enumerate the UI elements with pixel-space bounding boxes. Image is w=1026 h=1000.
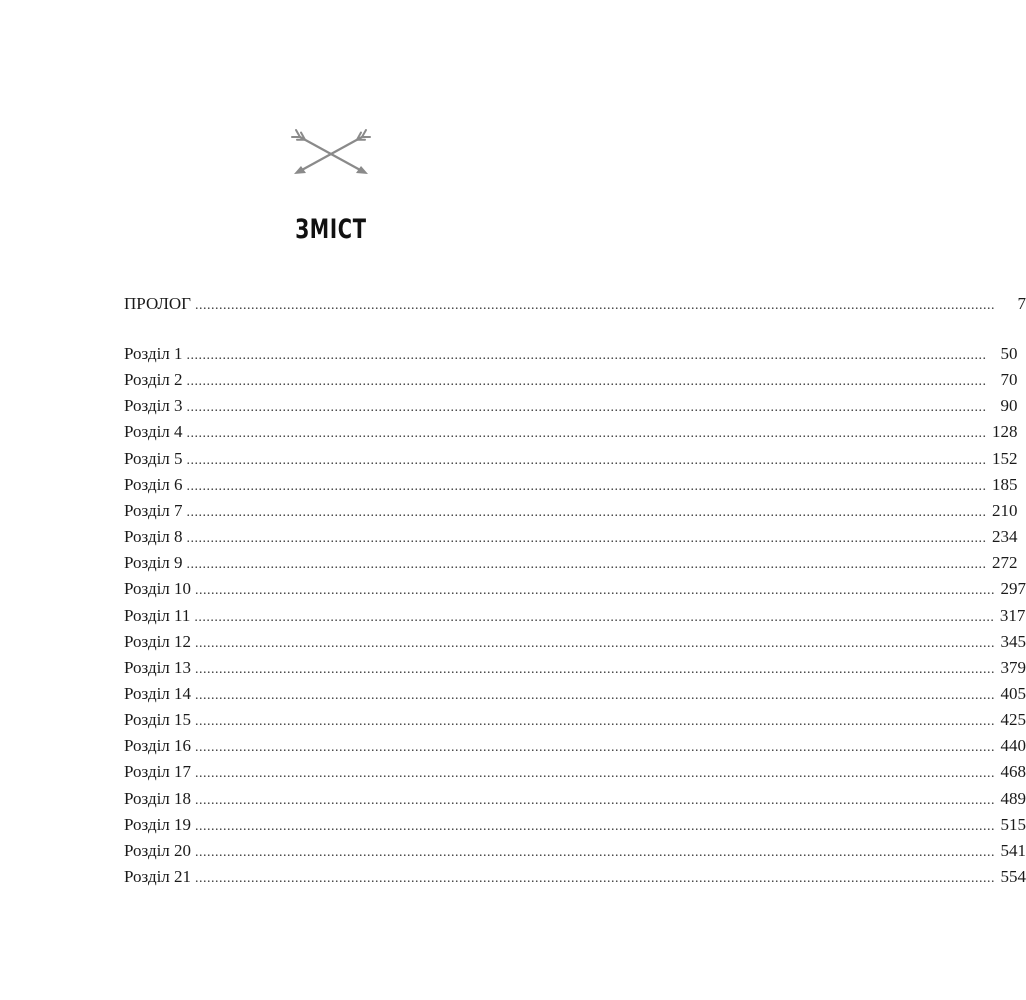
toc-entry-label: Розділ 7 [124,500,183,520]
toc-entry-chapter-9 [124,551,1018,575]
toc-entry-chapter-18 [124,787,1026,811]
toc-entry-label: Розділ 6 [124,474,183,494]
toc-entry-chapter-12 [124,630,1026,654]
page-title: ЗМІСТ [295,214,367,245]
toc-entry-page-number: 425 [1000,710,1026,730]
dot-leader: ........................................................................................................................................................................................................ [195,818,996,834]
toc-entry-label: Розділ 3 [124,396,183,416]
toc-entry-prologue [124,292,1026,316]
dot-leader: ........................................................................................................................................................................................................ [195,714,996,730]
toc-entry-page-number: 90 [1000,396,1018,416]
toc-entry-chapter-11 [124,604,1026,628]
dot-leader: ........................................................................................................................................................................................................ [186,452,987,468]
toc-entry-page-number: 489 [1000,788,1026,808]
dot-leader: ........................................................................................................................................................................................................ [186,557,987,573]
toc-entry-chapter-1 [124,342,1018,366]
toc-entry-chapter-3 [124,394,1018,418]
toc-entry-page-number: 128 [992,422,1018,442]
toc-entry-page-number: 152 [992,448,1018,468]
toc-entry-label: ПРОЛОГ [124,294,192,313]
dot-leader: ........................................................................................................................................................................................................ [186,426,987,442]
toc-entry-label: Розділ 8 [124,527,183,547]
toc-entry-chapter-15 [124,708,1026,732]
toc-entry-label: Розділ 18 [124,788,192,808]
toc-entry-label: Розділ 1 [124,344,183,363]
toc-entry-page-number: 210 [992,500,1018,520]
toc-entry-label: Розділ 5 [124,448,183,468]
toc-entry-page-number: 317 [999,605,1026,625]
toc-entry-chapter-17 [124,760,1026,784]
toc-entry-page-number: 515 [1000,814,1026,834]
toc-entry-page-number: 345 [1000,631,1026,651]
toc-entry-chapter-2 [124,368,1018,392]
toc-entry-page-number: 541 [1000,840,1026,860]
toc-entry-label: Розділ 15 [124,710,192,730]
dot-leader: ........................................................................................................................................................................................................ [186,400,987,416]
toc-entry-label: Розділ 21 [124,867,192,886]
dot-leader: ........................................................................................................................................................................................................ [195,871,996,886]
dot-leader: ........................................................................................................................................................................................................ [194,609,995,625]
toc-entry-page-number: 405 [1000,683,1026,703]
toc-entry-page-number: 379 [1000,657,1026,677]
toc-entry-label: Розділ 19 [124,814,192,834]
toc-entry-label: Розділ 12 [124,631,192,651]
toc-entry-label: Розділ 4 [124,422,183,442]
toc-entry-chapter-20 [124,839,1026,863]
toc-entry-label: Розділ 13 [124,657,192,677]
dot-leader: ........................................................................................................................................................................................................ [195,635,996,651]
toc-entry-page-number: 297 [1000,579,1026,599]
toc-entry-chapter-8 [124,525,1018,549]
toc-entry-chapter-6 [124,473,1018,497]
dot-leader: ........................................................................................................................................................................................................ [195,687,996,703]
dot-leader: ........................................................................................................................................................................................................ [195,844,996,860]
toc-entry-page-number: 440 [1000,736,1026,756]
toc-entry-page-number: 272 [992,553,1018,573]
dot-leader: ........................................................................................................................................................................................................ [195,740,996,756]
toc-entry-label: Розділ 20 [124,840,192,860]
toc-entry-page-number: 70 [1000,370,1018,390]
dot-leader: ........................................................................................................................................................................................................ [195,792,996,808]
dot-leader: ........................................................................................................................................................................................................ [186,504,987,520]
toc-entry-page-number: 50 [1000,344,1018,363]
toc-entry-chapter-5 [124,447,1018,471]
toc-entry-label: Розділ 16 [124,736,192,756]
toc-entry-label: Розділ 9 [124,553,183,573]
toc-entry-chapter-19 [124,813,1026,837]
dot-leader: ........................................................................................................................................................................................................ [195,298,996,313]
toc-entry-chapter-4 [124,420,1018,444]
dot-leader: ........................................................................................................................................................................................................ [195,766,996,782]
toc-entry-chapter-13 [124,656,1026,680]
table-of-contents [124,0,1026,1000]
toc-entry-label: Розділ 17 [124,762,192,782]
toc-entry-page-number: 468 [1000,762,1026,782]
toc-entry-page-number: 185 [992,474,1018,494]
dot-leader: ........................................................................................................................................................................................................ [186,348,987,363]
toc-entry-chapter-21 [124,865,1026,889]
toc-entry-label: Розділ 11 [124,605,191,625]
toc-entry-chapter-10 [124,577,1026,601]
toc-entry-chapter-16 [124,734,1026,758]
toc-entry-page-number: 234 [992,527,1018,547]
dot-leader: ........................................................................................................................................................................................................ [186,478,987,494]
toc-entry-chapter-7 [124,499,1018,523]
toc-entry-page-number: 7 [1017,294,1026,313]
dot-leader: ........................................................................................................................................................................................................ [186,531,987,547]
toc-entry-label: Розділ 10 [124,579,192,599]
dot-leader: ........................................................................................................................................................................................................ [195,661,996,677]
toc-entry-page-number: 554 [1000,867,1026,886]
dot-leader: ........................................................................................................................................................................................................ [195,583,996,599]
toc-entry-chapter-14 [124,682,1026,706]
toc-entry-label: Розділ 2 [124,370,183,390]
dot-leader: ........................................................................................................................................................................................................ [186,374,987,390]
toc-entry-label: Розділ 14 [124,683,192,703]
